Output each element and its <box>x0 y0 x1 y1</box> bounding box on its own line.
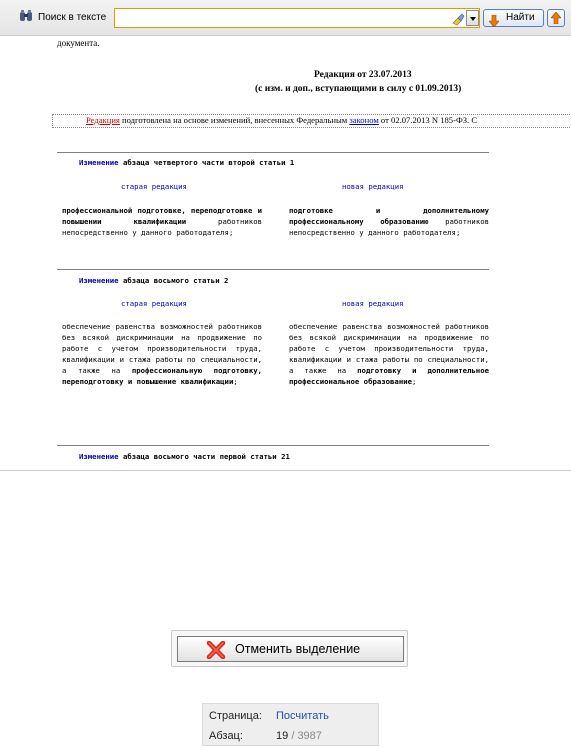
find-button[interactable] <box>483 9 544 27</box>
document-body <box>0 36 571 470</box>
binoculars-icon <box>19 8 33 22</box>
page-label: Страница: <box>209 710 262 722</box>
old-changed-text: профессиональную подготовку, переподготовку и повышение квалификации <box>62 366 262 386</box>
paragraph-current: 19 <box>276 730 289 742</box>
new-version-text <box>289 321 489 387</box>
change-title-text: абзаца четвертого части второй статьи 1 <box>118 158 295 167</box>
search-input[interactable] <box>114 8 480 28</box>
old-plain-text: обеспечение равенства возможностей работников без всякой дискриминации на продвижение по работе с учетом производительности труда, квалификации и стажа работы по специальности, а также на <box>62 322 262 375</box>
arrow-up-icon <box>551 12 561 24</box>
edition-notice <box>86 115 477 125</box>
old-version-text <box>62 321 262 387</box>
edition-note: (с изм. и доп., вступающими в силу с 01.09.2013) <box>255 84 462 94</box>
new-version-text <box>289 205 489 238</box>
status-panel <box>202 703 379 746</box>
paragraph-separator: / <box>291 730 295 742</box>
divider <box>57 269 489 270</box>
paragraph-total: 3987 <box>297 730 322 742</box>
divider <box>57 152 489 153</box>
count-pages-link[interactable]: Посчитать <box>276 710 329 722</box>
change-title-text: абзаца восьмого части первой статьи 21 <box>118 452 290 461</box>
old-version-header: старая редакция <box>121 299 187 308</box>
change-keyword[interactable]: Изменение <box>79 276 119 285</box>
change-title <box>79 158 294 167</box>
arrow-down-icon <box>489 12 499 24</box>
text-fragment: документа. <box>57 38 100 48</box>
new-plain-text: работников непосредственно у данного работодателя; <box>289 217 490 237</box>
edition-link[interactable]: Редакция <box>86 115 120 125</box>
notice-text-tail: от 02.07.2013 N 185-ФЗ. С <box>378 115 478 125</box>
old-version-text <box>62 205 262 238</box>
change-keyword[interactable]: Изменение <box>79 158 119 167</box>
search-toolbar <box>0 0 571 36</box>
new-tail-text: ; <box>412 377 417 386</box>
law-link[interactable]: законом <box>349 115 379 125</box>
cancel-selection-label: Отменить выделение <box>235 642 361 656</box>
search-label: Поиск в тексте <box>38 12 107 23</box>
notice-text: подготовлена на основе изменений, внесенных Федеральным <box>119 115 350 125</box>
old-tail-text: ; <box>233 377 238 386</box>
change-title <box>79 276 228 285</box>
find-previous-button[interactable] <box>547 9 565 27</box>
find-button-label: Найти <box>506 12 535 23</box>
new-plain-text: обеспечение равенства возможностей работников без всякой дискриминации на продвижение по работе с учетом производительности труда, квалификации и стажа работы по специальности, а также на <box>289 322 489 375</box>
search-history-dropdown[interactable] <box>466 10 479 26</box>
cancel-selection-button[interactable] <box>177 636 404 662</box>
paragraph-counter <box>276 730 322 742</box>
eraser-icon[interactable] <box>451 11 465 25</box>
old-version-header: старая редакция <box>121 182 187 191</box>
change-title <box>79 452 290 461</box>
new-version-header: новая редакция <box>342 299 404 308</box>
change-keyword[interactable]: Изменение <box>79 452 119 461</box>
edition-date: Редакция от 23.07.2013 <box>314 70 412 80</box>
divider <box>57 445 489 446</box>
change-title-text: абзаца восьмого статьи 2 <box>118 276 229 285</box>
old-changed-text: профессиональной подготовке, переподготовке и повышении квалификации <box>62 206 262 226</box>
new-version-header: новая редакция <box>342 182 404 191</box>
red-x-icon <box>206 641 226 663</box>
cancel-selection-panel <box>171 630 408 667</box>
new-changed-text: подготовку и дополнительное профессиональное образование <box>289 366 489 386</box>
paragraph-label: Абзац: <box>209 730 243 742</box>
old-plain-text: работников непосредственно у данного работодателя; <box>62 217 262 237</box>
new-changed-text: подготовке и дополнительному профессиональному образованию <box>289 206 489 226</box>
